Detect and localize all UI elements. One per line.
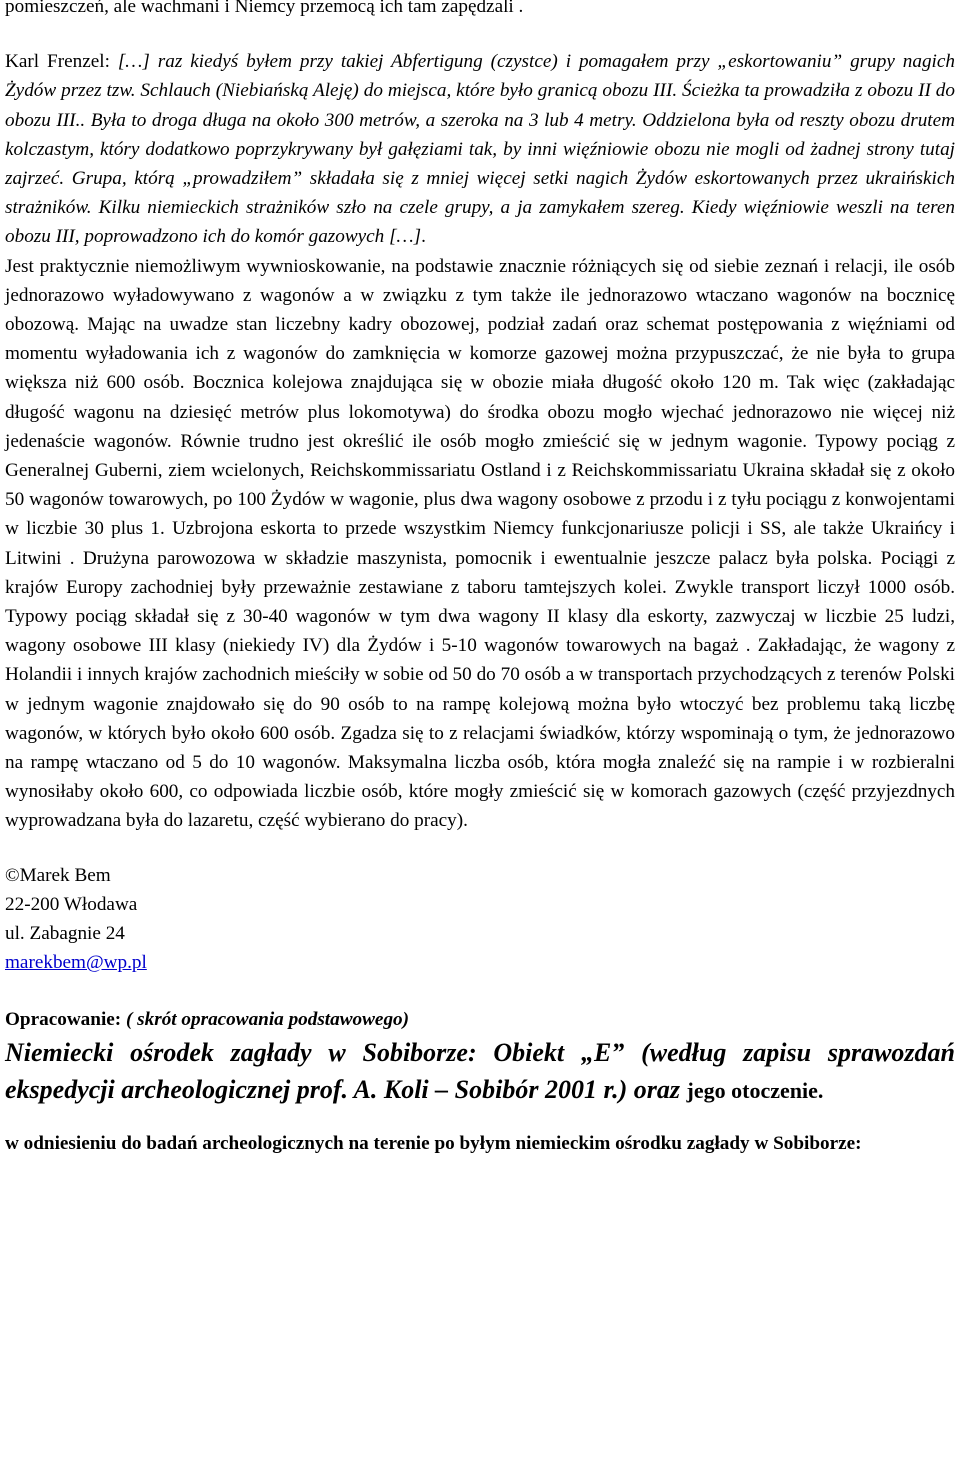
body-paragraph: Jest praktycznie niemożliwym wywnioskowanie, na podstawie znacznie różniących się od siebie zeznań i relacji, ile osób jednorazowo wyładowywano z wagonów a w związku z tym także ile jednorazowo wtaczano wagonów na bocznicę obozową. Mając na uwadze stan liczebny kadry obozowej, podział zadań oraz schemat postępowania z więźniami od momentu wyładowania ich z wagonów do zamknięcia w komorze gazowej można przypuszczać, że nie była to grupa większa niż 600 osób. Bocznica kolejowa znajdująca się w obozie miała długość około 120 m. Tak więc (zakładając długość wagonu na dziesięć metrów plus lokomotywa) do środka obozu mogło wjechać jednorazowo nie więcej niż jedenaście wagonów. Równie trudno jest określić ile osób mogło zmieścić się w jednym wagonie. Typowy pociąg z Generalnej Guberni, ziem wcielonych, Reichskommissariatu Ostland i z Reichskommissariatu Ukraina składał się z około 50 wagonów towarowych, po 100 Żydów w wagonie, plus dwa wagony osobowe z przodu i z tyłu pociągu z konwojentami w liczbie 30 plus 1. Uzbrojona eskorta to przede wszystkim Niemcy funkcjonariusze policji i SS, ale także Ukraińcy i Litwini . Drużyna parowozowa w składzie maszynista, pomocnik i ewentualnie jeszcze palacz była polska. Pociągi z krajów Europy zachodniej były przeważnie zestawiane z taboru tamtejszych kolei. Zwykle transport liczył 1000 osób. Typowy pociąg składał się z 30-40 wagonów w tym dwa wagony II klasy dla eskorty, zazwyczaj w liczbie 25 ludzi, wagony osobowe III klasy (niekiedy IV) dla Żydów i 5-10 wagonów towarowych na bagaż . Zakładając, że wagony z Holandii i innych krajów zachodnich mieściły w sobie od 50 do 70 osób a w transportach przychodzących z terenów Polski w jednym wagonie znajdowało się do 90 osób to na rampę kolejową można było wtoczyć bez problemu taką liczbę wagonów, w których było około 600 osób. Zgadza się to z relacjami świadków, którzy wspominają o tym, że jednorazowo na rampę wtaczano od 5 do 10 wagonów. Maksymalna liczba osób, która mogła znaleźć się na rampie i w rozbieralni wynosiłaby około 600, co odpowiada liczbie osób, które mogły zmieścić się w komorach gazowych (część przyjezdnych wyprowadzana była do lazaretu, część wybierano do pracy).: [5, 255, 955, 832]
study-title-text: Niemiecki ośrodek zagłady w Sobiborze: Obiekt „E” (według zapisu sprawozdań ekspedycji archeologicznej prof. A. Koli – Sobibór 2001 r.) oraz: [5, 1037, 955, 1104]
study-title: [5, 1034, 955, 1109]
opracowanie-prefix: Opracowanie:: [5, 1008, 126, 1030]
quote-speaker: Karl Frenzel:: [5, 51, 118, 73]
author-name: ©Marek Bem: [5, 864, 111, 886]
text-line-top: pomieszczeń, ale wachmani i Niemcy przemocą ich tam zapędzali .: [5, 0, 524, 17]
frenzel-quote: [5, 47, 955, 251]
quote-text: […] raz kiedyś byłem przy takiej Abfertigung (czystce) i pomagałem przy „eskortowaniu” grupy nagich Żydów przez tzw. Schlauch (Niebiańską Aleję) do miejsca, które było granicą obozu III. Ścieżka ta prowadziła z obozu II do obozu III.. Była to droga długa na około 300 metrów, a szeroka na 3 lub 4 metry. Oddzielona była od reszty obozu drutem kolczastym, który dodatkowo poprzykrywany był gałęziami tak, by inni więźniowie obozu nie mogli od żadnej strony tutaj zajrzeć. Grupa, którą „prowadziłem” składała się z mniej więcej setki nagich Żydów eskortowanych przez ukraińskich strażników. Kilku niemieckich strażników szło na czele grupy, a ja zamykałem szereg. Kiedy więźniowie weszli na teren obozu III, poprowadzono ich do komór gazowych […]: [5, 51, 956, 248]
author-email-link[interactable]: marekbem@wp.pl: [5, 952, 147, 974]
study-subtitle: w odniesieniu do badań archeologicznych na terenie po byłym niemieckim ośrodku zagłady w Sobiborze:: [5, 1132, 862, 1154]
opracowanie-label: [5, 1005, 955, 1034]
author-city: 22-200 Włodawa: [5, 893, 138, 915]
study-title-tail: jego otoczenie.: [686, 1077, 824, 1103]
quote-end: .: [421, 226, 426, 248]
author-street: ul. Zabagnie 24: [5, 923, 125, 945]
author-contact: [5, 861, 955, 978]
opracowanie-note: ( skrót opracowania podstawowego): [125, 1008, 410, 1030]
document-page: [5, 0, 955, 1158]
